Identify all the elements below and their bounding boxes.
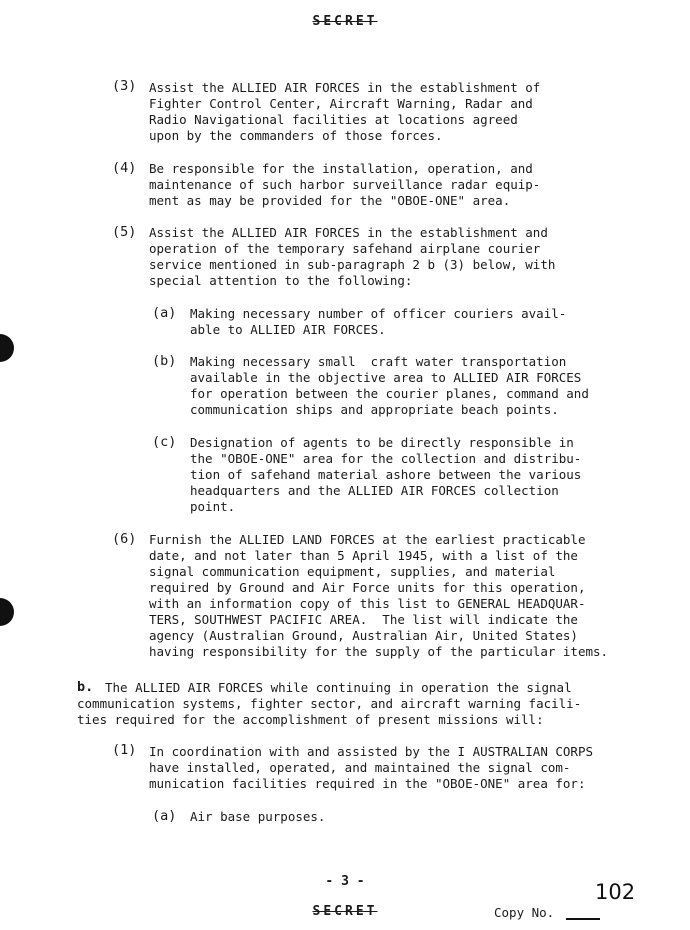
text-line: required by Ground and Air Force units for this operation, <box>149 580 586 595</box>
classification-header: SECRET <box>312 14 378 29</box>
text-line: the "OBOE-ONE" area for the collection and distribu- <box>190 451 582 466</box>
text-line: munication facilities required in the "OBOE-ONE" area for: <box>149 776 586 791</box>
text-line: having responsibility for the supply of the particular items. <box>149 644 609 659</box>
text-line: ties required for the accomplishment of present missions will: <box>77 712 544 727</box>
text-line: Fighter Control Center, Aircraft Warning, Radar and <box>149 96 533 111</box>
text-line: Assist the ALLIED AIR FORCES in the establishment of <box>149 80 541 95</box>
punch-hole <box>0 334 14 362</box>
text-line: able to ALLIED AIR FORCES. <box>190 322 386 337</box>
text-line: Be responsible for the installation, operation, and <box>149 161 533 176</box>
text-line: ment as may be provided for the "OBOE-ONE" area. <box>149 193 511 208</box>
text-line: signal communication equipment, supplies, and material <box>149 564 556 579</box>
text-line: tion of safehand material ashore between the various <box>190 467 582 482</box>
text-line: Designation of agents to be directly responsible in <box>190 435 574 450</box>
text-line: date, and not later than 5 April 1945, with a list of the <box>149 548 578 563</box>
text-line: point. <box>190 499 236 514</box>
text-line: special attention to the following: <box>149 273 413 288</box>
paragraph-number: (5) <box>112 224 137 240</box>
text-line: communication systems, fighter sector, and aircraft warning facili- <box>77 696 582 711</box>
text-line: maintenance of such harbor surveillance radar equip- <box>149 177 541 192</box>
text-line: communication ships and appropriate beach points. <box>190 402 559 417</box>
text-line: The ALLIED AIR FORCES while continuing in operation the signal <box>105 680 572 695</box>
page-number: - 3 - <box>325 874 365 889</box>
copy-number: 102 <box>595 880 636 904</box>
text-line: upon by the commanders of those forces. <box>149 128 443 143</box>
text-line: Radio Navigational facilities at locations agreed <box>149 112 518 127</box>
text-line: Assist the ALLIED AIR FORCES in the establishment and <box>149 225 548 240</box>
text-line: In coordination with and assisted by the I AUSTRALIAN CORPS <box>149 744 594 759</box>
text-line: have installed, operated, and maintained the signal com- <box>149 760 571 775</box>
text-line: Making necessary number of officer couriers avail- <box>190 306 567 321</box>
text-line: agency (Australian Ground, Australian Air, United States) <box>149 628 578 643</box>
section-letter: b. <box>77 679 94 695</box>
paragraph-number: (4) <box>112 160 137 176</box>
copy-number-underline <box>566 918 600 920</box>
subparagraph-letter: (a) <box>152 305 177 321</box>
punch-hole <box>0 598 14 626</box>
text-line: operation of the temporary safehand airplane courier <box>149 241 541 256</box>
text-line: Making necessary small craft water transportation <box>190 354 567 369</box>
paragraph-number: (1) <box>112 742 137 758</box>
text-line: service mentioned in sub-paragraph 2 b (3) below, with <box>149 257 556 272</box>
subparagraph-letter: (a) <box>152 808 177 824</box>
paragraph-number: (3) <box>112 78 137 94</box>
text-line: for operation between the courier planes, command and <box>190 386 589 401</box>
text-line: available in the objective area to ALLIED AIR FORCES <box>190 370 582 385</box>
paragraph-number: (6) <box>112 531 137 547</box>
text-line: with an information copy of this list to GENERAL HEADQUAR- <box>149 596 586 611</box>
text-line: Furnish the ALLIED LAND FORCES at the earliest practicable <box>149 532 586 547</box>
text-line: TERS, SOUTHWEST PACIFIC AREA. The list will indicate the <box>149 612 578 627</box>
classification-footer: SECRET <box>312 904 378 919</box>
text-line: headquarters and the ALLIED AIR FORCES collection <box>190 483 559 498</box>
text-line: Air base purposes. <box>190 809 326 824</box>
copy-number-label: Copy No. <box>494 905 555 920</box>
subparagraph-letter: (b) <box>152 353 177 369</box>
subparagraph-letter: (c) <box>152 434 177 450</box>
